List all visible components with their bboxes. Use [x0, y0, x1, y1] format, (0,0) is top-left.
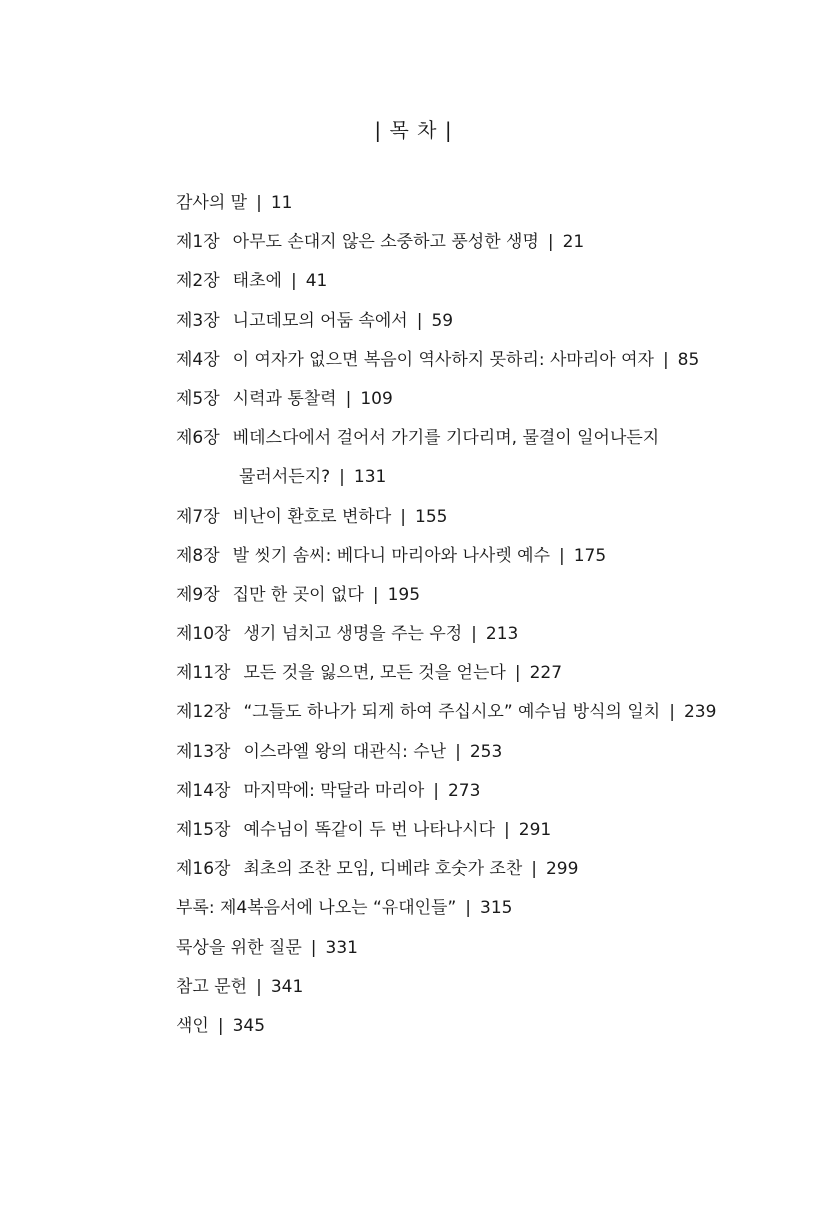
toc-page-number: 345 — [232, 1015, 266, 1036]
toc-entry — [176, 268, 776, 307]
toc-entry — [176, 974, 776, 1013]
toc-entry-title: 부록: 제4복음서에 나오는 “유대인들” — [176, 898, 457, 919]
toc-separator: | — [465, 898, 472, 919]
toc-entry — [176, 621, 776, 660]
toc-entry-title: 이 여자가 없으면 복음이 역사하지 못하리: 사마리아 여자 — [232, 349, 654, 370]
toc-chapter-number: 제10장 — [176, 624, 231, 645]
toc-entry-title: 발 씻기 솜씨: 베다니 마리아와 나사렛 예수 — [232, 545, 550, 566]
toc-entry-title: 최초의 조찬 모임, 디베랴 호숫가 조찬 — [243, 859, 523, 880]
table-of-contents — [176, 190, 776, 1052]
toc-entry-title: 예수님이 똑같이 두 번 나타나시다 — [243, 820, 496, 840]
toc-separator: | — [310, 937, 317, 958]
toc-entry — [176, 425, 776, 464]
toc-separator: | — [471, 624, 477, 645]
toc-page-number: 291 — [518, 820, 552, 840]
toc-separator: | — [345, 388, 352, 409]
toc-entry — [176, 504, 776, 543]
toc-separator: | — [433, 780, 439, 801]
toc-separator: | — [514, 663, 521, 684]
toc-separator: | — [290, 271, 297, 292]
toc-page-number: 131 — [353, 467, 387, 488]
toc-page-number: 227 — [529, 663, 563, 684]
toc-entry-title: 색인 — [176, 1015, 209, 1036]
toc-page-number: 253 — [469, 741, 503, 762]
toc-separator: | — [372, 584, 379, 605]
toc-page-number: 341 — [270, 976, 304, 997]
toc-separator: | — [256, 976, 262, 997]
toc-separator: | — [504, 820, 510, 840]
toc-separator: | — [455, 741, 461, 762]
toc-page-number: 195 — [387, 584, 421, 605]
toc-chapter-number: 제1장 — [176, 232, 220, 253]
toc-entry — [176, 190, 776, 229]
toc-page-number: 273 — [447, 780, 481, 801]
toc-entry — [176, 699, 776, 738]
toc-entry-title: 참고 문헌 — [176, 976, 248, 997]
toc-page-number: 109 — [360, 388, 393, 409]
toc-chapter-number: 제6장 — [176, 428, 220, 449]
toc-entry — [176, 347, 776, 386]
toc-entry-title: 아무도 손대지 않은 소중하고 풍성한 생명 — [232, 232, 539, 253]
toc-chapter-number: 제15장 — [176, 820, 231, 840]
toc-entry — [176, 543, 776, 582]
toc-entry-title: 니고데모의 어둠 속에서 — [232, 310, 408, 331]
toc-entry-title: 마지막에: 막달라 마리아 — [243, 780, 425, 801]
toc-separator: | — [559, 545, 565, 566]
toc-page-number: 21 — [562, 232, 585, 253]
toc-page-number: 175 — [573, 545, 607, 566]
toc-page-number: 331 — [325, 937, 358, 958]
page-title: | 목 차 | — [374, 118, 453, 142]
toc-entry-title: 물러서든지? — [239, 467, 331, 488]
toc-chapter-number: 제4장 — [176, 349, 220, 370]
toc-separator: | — [217, 1015, 224, 1036]
toc-entry — [176, 229, 776, 268]
toc-entry-title: 비난이 환호로 변하다 — [232, 506, 392, 527]
toc-page-number: 11 — [270, 193, 293, 213]
toc-separator: | — [547, 232, 554, 253]
toc-entry-title: 시력과 통찰력 — [232, 388, 337, 409]
toc-page-number: 299 — [545, 859, 579, 880]
toc-chapter-number: 제3장 — [176, 310, 220, 331]
toc-page-number: 41 — [305, 271, 328, 292]
toc-page-number: 239 — [683, 702, 717, 723]
toc-chapter-number: 제11장 — [176, 663, 231, 684]
toc-chapter-number: 제13장 — [176, 741, 231, 762]
toc-chapter-number: 제12장 — [176, 702, 231, 723]
toc-page-number: 85 — [677, 349, 700, 370]
toc-entry — [176, 1013, 776, 1052]
toc-entry-title: 이스라엘 왕의 대관식: 수난 — [243, 741, 447, 762]
toc-separator: | — [400, 506, 407, 527]
toc-entry-title: “그들도 하나가 되게 하여 주십시오” 예수님 방식의 일치 — [243, 702, 661, 723]
toc-page-number: 155 — [415, 506, 448, 527]
toc-chapter-number: 제5장 — [176, 388, 220, 409]
toc-separator: | — [256, 193, 262, 213]
toc-page-number: 213 — [485, 624, 519, 645]
toc-entry-title: 감사의 말 — [176, 193, 248, 213]
toc-entry — [176, 856, 776, 895]
toc-entry-title: 베데스다에서 걸어서 가기를 기다리며, 물결이 일어나든지 — [232, 428, 660, 449]
toc-entry-title: 모든 것을 잃으면, 모든 것을 얻는다 — [243, 663, 506, 684]
toc-entry — [176, 935, 776, 974]
toc-chapter-number: 제8장 — [176, 545, 220, 566]
toc-entry — [176, 464, 776, 503]
toc-entry-title: 생기 넘치고 생명을 주는 우정 — [243, 624, 463, 645]
toc-separator: | — [662, 349, 669, 370]
toc-separator: | — [339, 467, 345, 488]
toc-entry — [176, 386, 776, 425]
toc-entry — [176, 817, 776, 856]
toc-chapter-number: 제16장 — [176, 859, 231, 880]
toc-entry — [176, 739, 776, 778]
toc-separator: | — [531, 859, 537, 880]
toc-entry — [176, 895, 776, 934]
toc-entry — [176, 582, 776, 621]
toc-entry — [176, 660, 776, 699]
toc-separator: | — [669, 702, 675, 723]
toc-chapter-number: 제9장 — [176, 584, 220, 605]
toc-entry — [176, 308, 776, 347]
toc-entry-title: 묵상을 위한 질문 — [176, 937, 302, 958]
toc-entry — [176, 778, 776, 817]
toc-entry-title: 집만 한 곳이 없다 — [232, 584, 364, 605]
toc-chapter-number: 제14장 — [176, 780, 231, 801]
toc-entry-title: 태초에 — [232, 271, 282, 292]
toc-page-number: 59 — [431, 310, 454, 331]
toc-page-number: 315 — [480, 898, 513, 919]
toc-chapter-number: 제2장 — [176, 271, 220, 292]
toc-separator: | — [416, 310, 423, 331]
toc-chapter-number: 제7장 — [176, 506, 220, 527]
